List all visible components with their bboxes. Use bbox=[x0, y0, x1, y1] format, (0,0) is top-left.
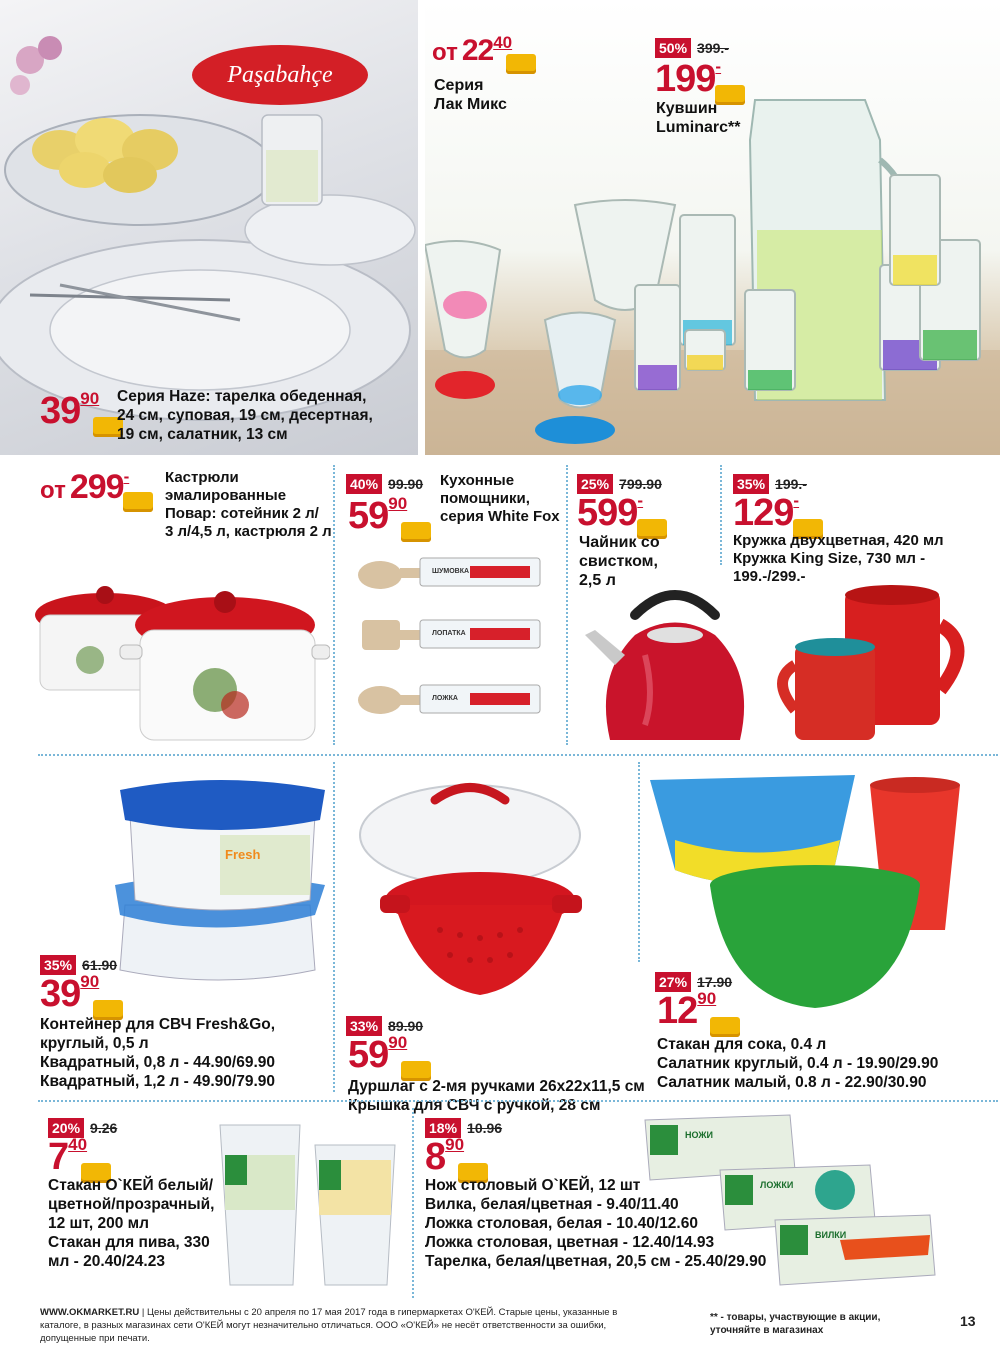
price-tag-icon bbox=[123, 492, 153, 512]
utensils-illustration bbox=[350, 550, 560, 740]
durshlag-discount bbox=[346, 1016, 423, 1036]
stakan-sok-price-main: 12 bbox=[657, 990, 698, 1032]
kruzhka-price bbox=[733, 491, 823, 534]
pomoshniki-desc: Кухонные помощники, серия White Fox bbox=[440, 472, 560, 525]
price-tag-icon bbox=[710, 1017, 740, 1037]
nozh-price-main: 8 bbox=[425, 1136, 446, 1178]
nozh-discount-pct: 18% bbox=[425, 1118, 461, 1138]
page-number: 13 bbox=[960, 1313, 976, 1329]
pomoshniki-discount-pct: 40% bbox=[346, 474, 382, 494]
kastryuli-price-cents: - bbox=[123, 467, 130, 486]
divider-horizontal bbox=[38, 1100, 998, 1102]
kuvshin-price-cents: - bbox=[715, 57, 722, 76]
haze-price-cents: 90 bbox=[80, 389, 100, 408]
kastryuli-price bbox=[40, 467, 153, 506]
chainik-old-price: 799.90 bbox=[619, 476, 662, 492]
utensil-label-1: ШУМОВКА bbox=[432, 568, 470, 575]
price-tag-icon bbox=[506, 54, 536, 74]
durshlag-price-main: 59 bbox=[348, 1034, 389, 1076]
stakan-sok-price-cents: 90 bbox=[697, 989, 717, 1008]
chainik-price-cents: - bbox=[637, 491, 644, 510]
durshlag-discount-pct: 33% bbox=[346, 1016, 382, 1036]
pomoshniki-discount bbox=[346, 474, 423, 494]
stakan-okey-price bbox=[48, 1135, 111, 1178]
nozh-price bbox=[425, 1135, 488, 1178]
nozh-old-price: 10.96 bbox=[467, 1120, 503, 1136]
pasabahce-logo-text: Paşabahçe bbox=[227, 61, 333, 88]
kuvshin-desc: Кувшин Luminarc** bbox=[656, 100, 741, 136]
durshlag-price bbox=[348, 1033, 431, 1076]
stakan-okey-price-cents: 40 bbox=[68, 1135, 88, 1154]
kuvshin-discount-pct: 50% bbox=[655, 38, 691, 58]
kruzhka-price-main: 129 bbox=[733, 492, 794, 534]
container-discount bbox=[40, 955, 117, 975]
stakan-okey-desc: Стакан О`КЕЙ белый/ цветной/прозрачный, 12 шт, 200 мл Стакан для пива, 330 мл - 20.40/24.23 bbox=[48, 1177, 215, 1270]
divider-vertical bbox=[333, 465, 335, 745]
cutlery-packs-illustration bbox=[640, 1110, 940, 1290]
haze-desc: Серия Haze: тарелка обеденная, 24 см, суповая, 19 см, десертная, 19 см, салатник, 13 см bbox=[117, 388, 373, 443]
kuvshin-old-price: 399.- bbox=[697, 40, 729, 56]
footer-note: ** - товары, участвующие в акции, уточняйте в магазинах bbox=[710, 1312, 881, 1336]
divider-vertical bbox=[412, 1108, 414, 1298]
lak-price-cents: 40 bbox=[493, 33, 513, 52]
nozh-price-cents: 90 bbox=[445, 1135, 465, 1154]
chainik-discount-pct: 25% bbox=[577, 474, 613, 494]
container-price-main: 39 bbox=[40, 973, 81, 1015]
container-illustration bbox=[110, 775, 340, 990]
pack-label-spoons: ЛОЖКИ bbox=[760, 1180, 794, 1190]
kruzhka-desc: Кружка двухцветная, 420 мл Кружка King Size, 730 мл - 199.-/299.- bbox=[733, 532, 944, 585]
divider-vertical bbox=[333, 762, 335, 1092]
pomoshniki-old-price: 99.90 bbox=[388, 476, 424, 492]
container-price bbox=[40, 972, 123, 1015]
lak-desc: Серия Лак Микс bbox=[434, 77, 507, 113]
haze-price-main: 39 bbox=[40, 390, 81, 432]
container-old-price: 61.90 bbox=[82, 957, 118, 973]
pomoshniki-price bbox=[348, 494, 431, 537]
chainik-price bbox=[577, 491, 667, 534]
chainik-price-main: 599 bbox=[577, 492, 638, 534]
nozh-desc: Нож столовый О`КЕЙ, 12 шт Вилка, белая/цветная - 9.40/11.40 Ложка столовая, белая - 10.40/12.60 Ложка столовая, цветная - 12.40/14.93 Тарелка, белая/цветная, 20,5 см - 25.40/29.90 bbox=[425, 1177, 767, 1270]
kettle-illustration bbox=[585, 575, 765, 745]
haze-price bbox=[40, 389, 123, 432]
stakan-sok-desc: Стакан для сока, 0.4 л Салатник круглый, 0.4 л - 19.90/29.90 Салатник малый, 0.8 л - 22.90/30.90 bbox=[657, 1036, 939, 1091]
lak-price bbox=[432, 33, 536, 67]
stakan-okey-price-main: 7 bbox=[48, 1136, 69, 1178]
utensil-label-2: ЛОПАТКА bbox=[432, 630, 466, 637]
divider-vertical bbox=[720, 465, 722, 565]
pack-label-knives: НОЖИ bbox=[685, 1130, 713, 1140]
stakan-sok-discount bbox=[655, 972, 732, 992]
lak-price-main: 22 bbox=[461, 34, 494, 67]
colander-illustration bbox=[340, 770, 610, 1010]
stakan-okey-old-price: 9.26 bbox=[90, 1120, 118, 1136]
kuvshin-discount bbox=[655, 38, 729, 58]
kruzhka-old-price: 199.- bbox=[775, 476, 807, 492]
lak-price-prefix: от bbox=[432, 39, 458, 66]
chainik-desc: Чайник со свистком, 2,5 л bbox=[579, 534, 660, 589]
kastryuli-desc: Кастрюли эмалированные Повар: сотейник 2 л/ 3 л/4,5 л, кастрюля 2 л bbox=[165, 469, 332, 540]
pots-illustration bbox=[10, 560, 330, 750]
kastryuli-price-main: 299 bbox=[69, 468, 124, 506]
cups-illustration bbox=[215, 1115, 405, 1290]
container-discount-pct: 35% bbox=[40, 955, 76, 975]
pasabahce-logo bbox=[192, 45, 368, 105]
stakan-okey-discount-pct: 20% bbox=[48, 1118, 84, 1138]
stakan-sok-discount-pct: 27% bbox=[655, 972, 691, 992]
pomoshniki-price-main: 59 bbox=[348, 495, 389, 537]
divider-vertical bbox=[638, 762, 640, 962]
mugs-illustration bbox=[770, 585, 980, 745]
kuvshin-price-main: 199 bbox=[655, 58, 716, 100]
pack-label-forks: ВИЛКИ bbox=[815, 1230, 847, 1240]
kruzhka-price-cents: - bbox=[793, 491, 800, 510]
durshlag-desc: Дуршлаг с 2-мя ручками 26х22х11,5 см Крышка для СВЧ с ручкой, 28 см bbox=[348, 1078, 645, 1114]
durshlag-old-price: 89.90 bbox=[388, 1018, 424, 1034]
durshlag-price-cents: 90 bbox=[388, 1033, 408, 1052]
footer-disclaimer bbox=[40, 1306, 630, 1345]
chainik-discount bbox=[577, 474, 662, 494]
kruzhka-discount-pct: 35% bbox=[733, 474, 769, 494]
footer-text: | Цены действительны с 20 апреля по 17 мая 2017 года в гипермаркетах О'КЕЙ. Старые цены, указанные в каталоге, в разных магазинах сети О'КЕЙ могут незначительно отличаться. ООО «О'КЕЙ» не несёт ответственности за ошибки, допущенные при печати. bbox=[40, 1307, 618, 1344]
utensil-label-3: ЛОЖКА bbox=[432, 695, 458, 702]
kuvshin-price bbox=[655, 57, 745, 100]
footer-site-link[interactable]: WWW.OKMARKET.RU bbox=[40, 1307, 140, 1318]
divider-horizontal bbox=[38, 754, 998, 756]
container-desc: Контейнер для СВЧ Fresh&Go, круглый, 0,5 л Квадратный, 0,8 л - 44.90/69.90 Квадратный, 1,2 л - 49.90/79.90 bbox=[40, 1016, 276, 1090]
stakan-sok-price bbox=[657, 989, 740, 1032]
container-price-cents: 90 bbox=[80, 972, 100, 991]
stakan-sok-old-price: 17.90 bbox=[697, 974, 733, 990]
kastryuli-price-prefix: от bbox=[40, 477, 66, 504]
divider-vertical bbox=[566, 465, 568, 745]
pomoshniki-price-cents: 90 bbox=[388, 494, 408, 513]
container-label: Fresh bbox=[225, 847, 261, 862]
price-tag-icon bbox=[401, 522, 431, 542]
